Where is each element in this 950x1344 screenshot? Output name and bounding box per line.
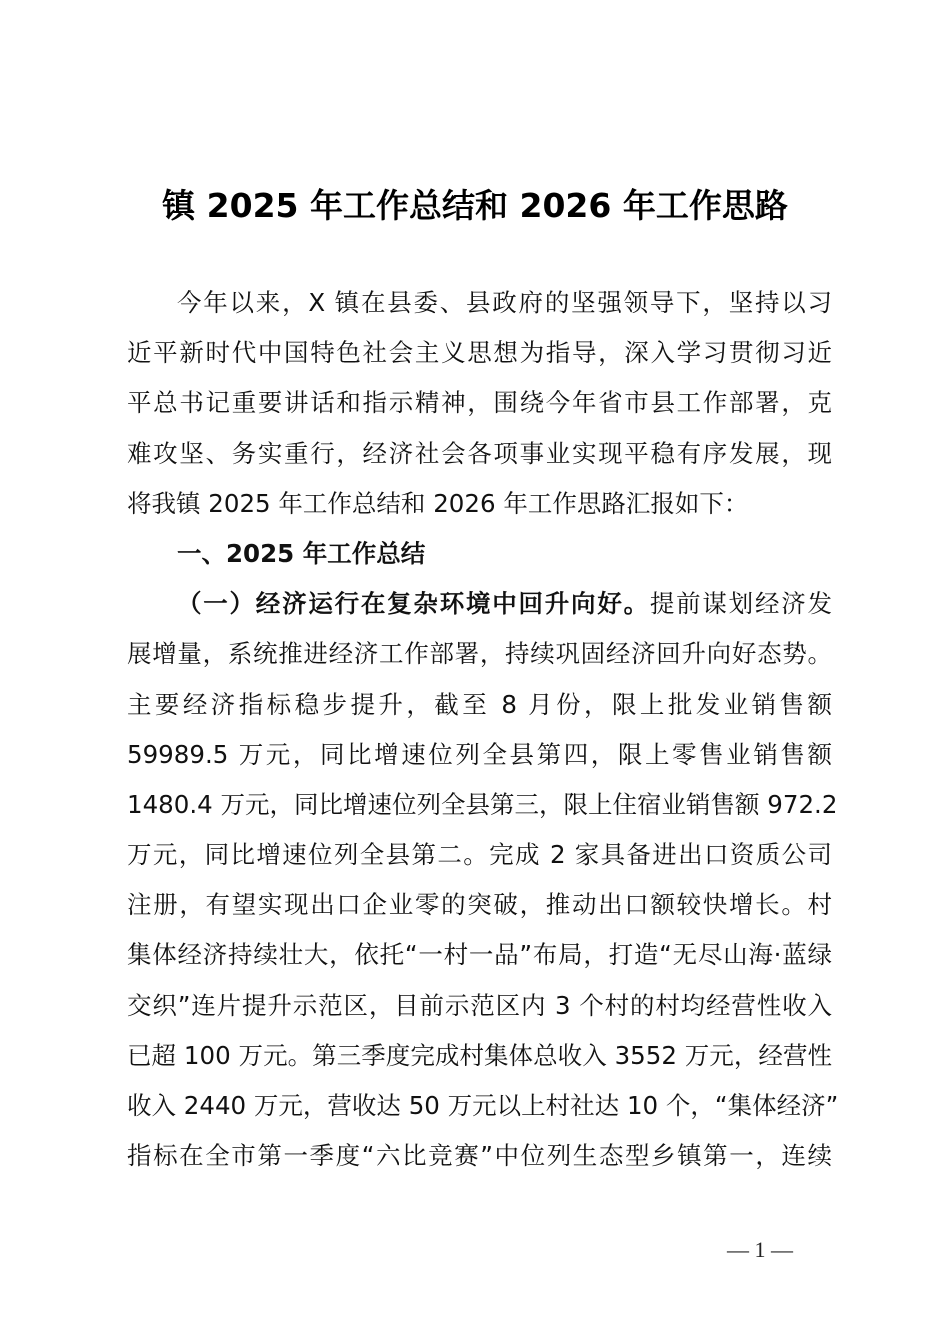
paragraph-line: 交织”连片提升示范区，目前示范区内 3 个村的村均经营性收入 xyxy=(127,990,832,1020)
intro-paragraph xyxy=(127,278,832,529)
subsection-paragraph xyxy=(127,579,839,1181)
paragraph-line: 59989.5 万元，同比增速位列全县第四，限上零售业销售额 xyxy=(127,739,832,769)
paragraph-line: 已超 100 万元。第三季度完成村集体总收入 3552 万元，经营性 xyxy=(127,1040,832,1070)
paragraph-line: 将我镇 2025 年工作总结和 2026 年工作思路汇报如下： xyxy=(127,488,749,518)
subsection-heading: （一）经济运行在复杂环境中回升向好。 xyxy=(177,589,650,619)
paragraph-line: 万元，同比增速位列全县第二。完成 2 家具备进出口资质公司 xyxy=(127,840,832,870)
paragraph-line: 展增量，系统推进经济工作部署，持续巩固经济回升向好态势。 xyxy=(127,639,832,669)
page-number: — 1 — xyxy=(727,1237,793,1262)
paragraph-line: 难攻坚、务实重行，经济社会各项事业实现平稳有序发展，现 xyxy=(127,438,832,468)
paragraph-line: 集体经济持续壮大，依托“一村一品”布局，打造“无尽山海·蓝绿 xyxy=(127,940,832,970)
paragraph-line: 今年以来，X 镇在县委、县政府的坚强领导下，坚持以习 xyxy=(177,288,832,317)
paragraph-line: 平总书记重要讲话和指示精神，围绕今年省市县工作部署，克 xyxy=(127,388,832,418)
paragraph-line: 1480.4 万元，同比增速位列全县第三，限上住宿业销售额 972.2 xyxy=(127,789,838,819)
paragraph-text: 提前谋划经济发 xyxy=(649,589,832,619)
paragraph-line xyxy=(127,579,832,629)
paragraph-line: 指标在全市第一季度“六比竞赛”中位列生态型乡镇第一，连续 xyxy=(127,1141,832,1171)
paragraph-line: 注册，有望实现出口企业零的突破，推动出口额较快增长。村 xyxy=(127,890,832,920)
document-body xyxy=(127,278,839,1181)
paragraph-line: 近平新时代中国特色社会主义思想为指导，深入学习贯彻习近 xyxy=(127,338,832,368)
document-title: 镇 2025 年工作总结和 2026 年工作思路 xyxy=(162,186,788,225)
section-heading: 一、2025 年工作总结 xyxy=(177,538,426,568)
paragraph-line: 主要经济指标稳步提升，截至 8 月份，限上批发业销售额 xyxy=(127,689,832,719)
paragraph-line: 收入 2440 万元，营收达 50 万元以上村社达 10 个，“集体经济” xyxy=(127,1091,839,1120)
